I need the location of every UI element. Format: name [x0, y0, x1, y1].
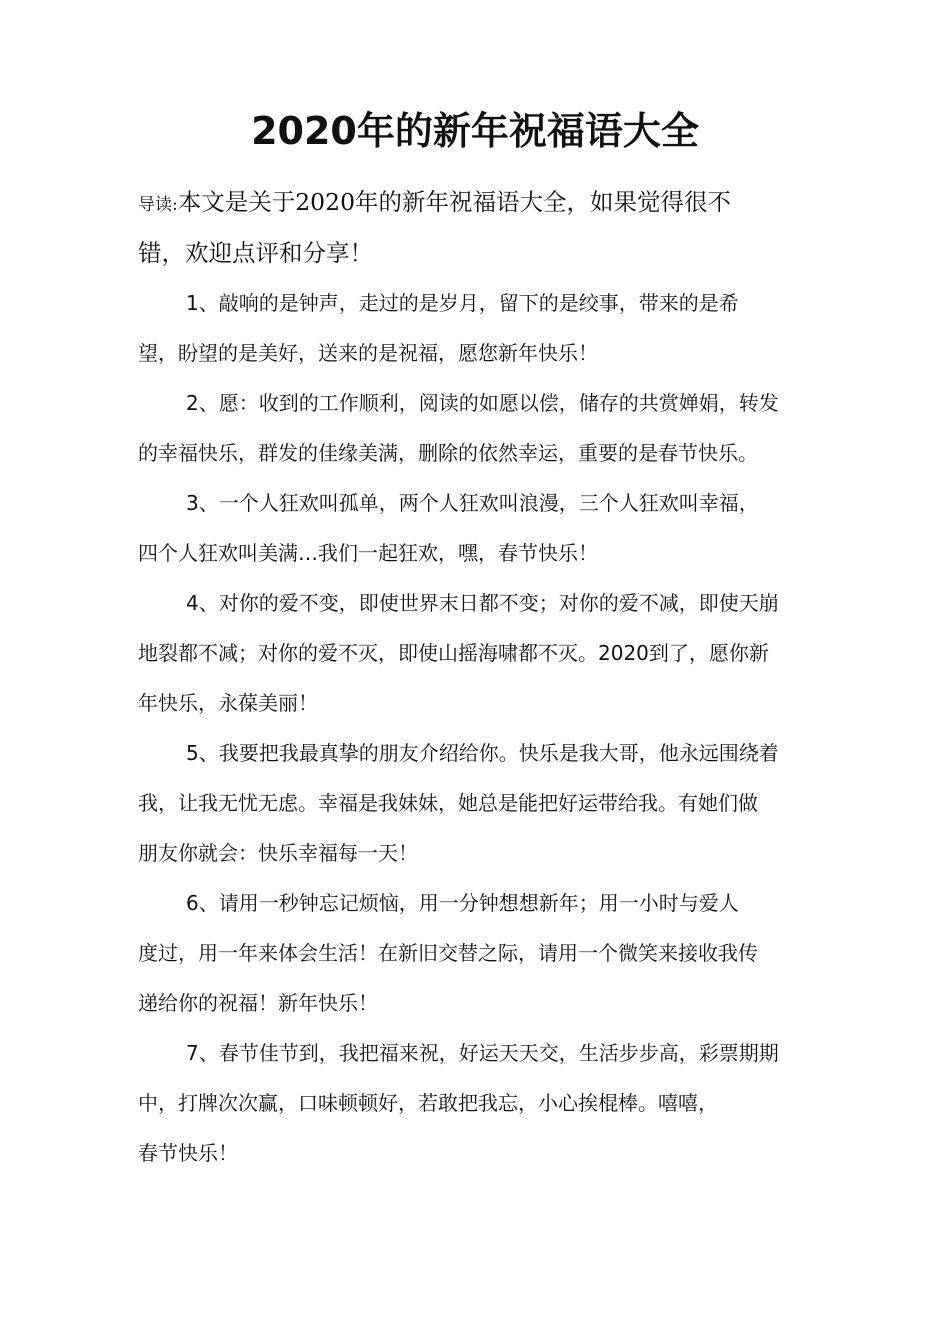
- blessing-line: 四个人狂欢叫美满…我们一起狂欢，嘿，春节快乐！: [138, 541, 598, 565]
- blessing-line: 朋友你就会：快乐幸福每一天！: [138, 841, 418, 865]
- blessing-line: 3、一个人狂欢叫孤单，两个人狂欢叫浪漫，三个人狂欢叫幸福，: [186, 491, 759, 515]
- intro-paragraph: [138, 178, 818, 277]
- blessing-line: 春节快乐！: [138, 1141, 238, 1165]
- intro-line-1: [138, 178, 818, 229]
- blessing-item-5: [138, 728, 816, 878]
- blessing-item-4: [138, 578, 816, 728]
- blessing-line: 中，打牌次次赢，口味顿顿好，若敢把我忘，小心挨棍棒。嘻嘻，: [138, 1091, 718, 1115]
- blessing-line: 地裂都不减；对你的爱不灭，即使山摇海啸都不灭。2020到了，愿你新: [138, 641, 769, 665]
- blessing-line: 望，盼望的是美好，送来的是祝福，愿您新年快乐！: [138, 341, 598, 365]
- intro-label: 导读:: [138, 195, 178, 215]
- blessing-line: 年快乐，永葆美丽！: [138, 691, 318, 715]
- blessing-line: 度过，用一年来体会生活！在新旧交替之际，请用一个微笑来接收我传: [138, 941, 758, 965]
- blessing-line: 2、愿：收到的工作顺利，阅读的如愿以偿，储存的共赏婵娟，转发: [186, 391, 779, 415]
- intro-line-2: 错，欢迎点评和分享！: [138, 239, 373, 267]
- blessing-line: 5、我要把我最真挚的朋友介绍给你。快乐是我大哥，他永远围绕着: [186, 741, 779, 765]
- blessing-line: 的幸福快乐，群发的佳缘美满，删除的依然幸运，重要的是春节快乐。: [138, 441, 758, 465]
- document-title: 2020年的新年祝福语大全: [251, 109, 699, 153]
- blessing-line: 递给你的祝福！新年快乐！: [138, 991, 378, 1015]
- blessing-item-6: [138, 878, 816, 1028]
- intro-text-1: 本文是关于2020年的新年祝福语大全，如果觉得很不: [177, 188, 732, 216]
- blessing-item-3: [138, 478, 816, 578]
- blessing-line: 4、对你的爱不变，即使世界末日都不变；对你的爱不减，即使天崩: [186, 591, 779, 615]
- blessing-line: 1、敲响的是钟声，走过的是岁月，留下的是绞事，带来的是希: [186, 291, 739, 315]
- blessing-line: 6、请用一秒钟忘记烦恼，用一分钟想想新年；用一小时与爱人: [186, 891, 739, 915]
- blessing-item-7: [138, 1028, 816, 1178]
- blessing-list: [138, 278, 816, 1178]
- blessing-line: 7、春节佳节到，我把福来祝，好运天天交，生活步步高，彩票期期: [186, 1041, 779, 1065]
- blessing-item-1: [138, 278, 816, 378]
- blessing-line: 我，让我无忧无虑。幸福是我妹妹，她总是能把好运带给我。有她们做: [138, 791, 758, 815]
- blessing-item-2: [138, 378, 816, 478]
